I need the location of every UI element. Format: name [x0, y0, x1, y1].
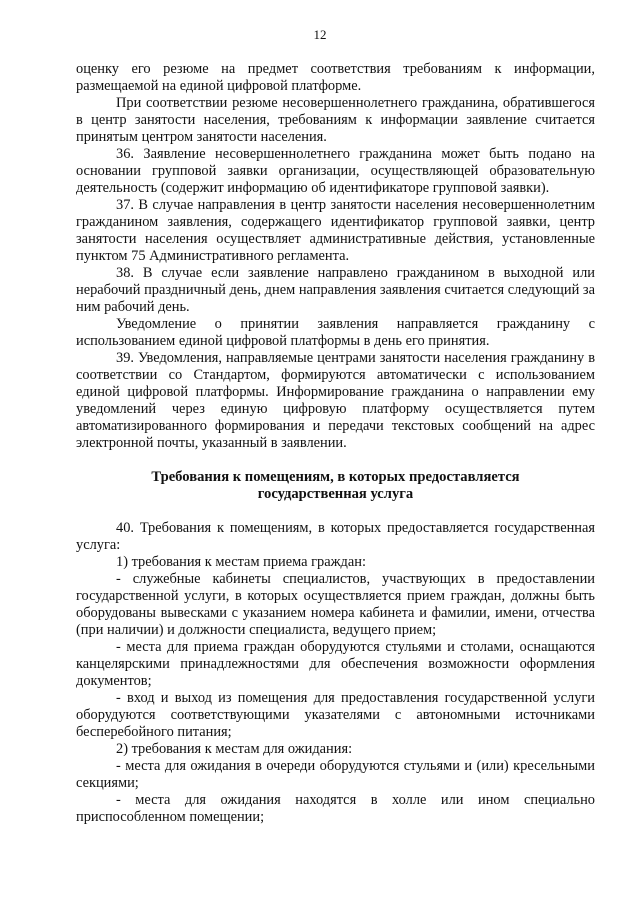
paragraph-p15: - места для ожидания находятся в холле или ином специально приспособленном помещении; — [76, 792, 595, 825]
paragraph-p1: оценку его резюме на предмет соответствия требованиям к информации, размещаемой на единой цифровой платформе. — [76, 61, 595, 94]
section-heading: Требования к помещениям, в которых предоставляется государственная услуга — [151, 469, 520, 502]
paragraph-p6: Уведомление о принятии заявления направляется гражданину с использованием единой цифровой платформы в день его принятия. — [76, 316, 595, 349]
paragraph-p4: 37. В случае направления в центр занятости населения несовершеннолетним гражданином заявления, содержащего идентификатор групповой заявки, центр занятости населения осуществляет административные действия, установленные пунктом 75 Административного регламента. — [76, 197, 595, 264]
paragraph-p12: - вход и выход из помещения для предоставления государственной услуги оборудуются соответствующими указателями с автономными источниками бесперебойного питания; — [76, 690, 595, 740]
paragraph-p14: - места для ожидания в очереди оборудуются стульями и (или) кресельными секциями; — [76, 758, 595, 791]
paragraphs-top — [76, 61, 595, 452]
paragraph-p10: - служебные кабинеты специалистов, участвующих в предоставлении государственной услуги, в которых осуществляется прием граждан, должны быть оборудованы вывесками с указанием номера кабинета и фамилии, имени, отчества (при наличии) и должности специалиста, ведущего прием; — [76, 571, 595, 638]
paragraph-p3: 36. Заявление несовершеннолетнего гражданина может быть подано на основании групповой заявки организации, осуществляющей образовательную деятельность (содержит информацию об идентификаторе групповой заявки). — [76, 146, 595, 196]
paragraph-p7: 39. Уведомления, направляемые центрами занятости населения гражданину в соответствии со Стандартом, формируются автоматически с использованием единой цифровой платформы. Информирование гражданина о направлении ему уведомлений через единую цифровую платформу осуществляется путем автоматизированного формирования и передачи текстовых сообщений на адрес электронной почты, указанный в заявлении. — [76, 350, 595, 451]
paragraph-p8: 40. Требования к помещениям, в которых предоставляется государственная услуга: — [76, 520, 595, 553]
paragraphs-bottom — [76, 520, 595, 826]
page-number: 12 — [313, 27, 327, 42]
paragraph-p2: При соответствии резюме несовершеннолетнего гражданина, обратившегося в центр занятости населения, требованиям к информации заявление считается принятым центром занятости населения. — [76, 95, 595, 145]
paragraph-p5: 38. В случае если заявление направлено гражданином в выходной или нерабочий праздничный день, днем направления заявления считается следующий за ним рабочий день. — [76, 265, 595, 315]
paragraph-p13: 2) требования к местам для ожидания: — [116, 741, 353, 757]
paragraph-p11: - места для приема граждан оборудуются стульями и столами, оснащаются канцелярскими принадлежностями для обеспечения возможности оформления документов; — [76, 639, 595, 689]
document-body — [76, 61, 595, 826]
paragraph-p9: 1) требования к местам приема граждан: — [116, 554, 366, 570]
